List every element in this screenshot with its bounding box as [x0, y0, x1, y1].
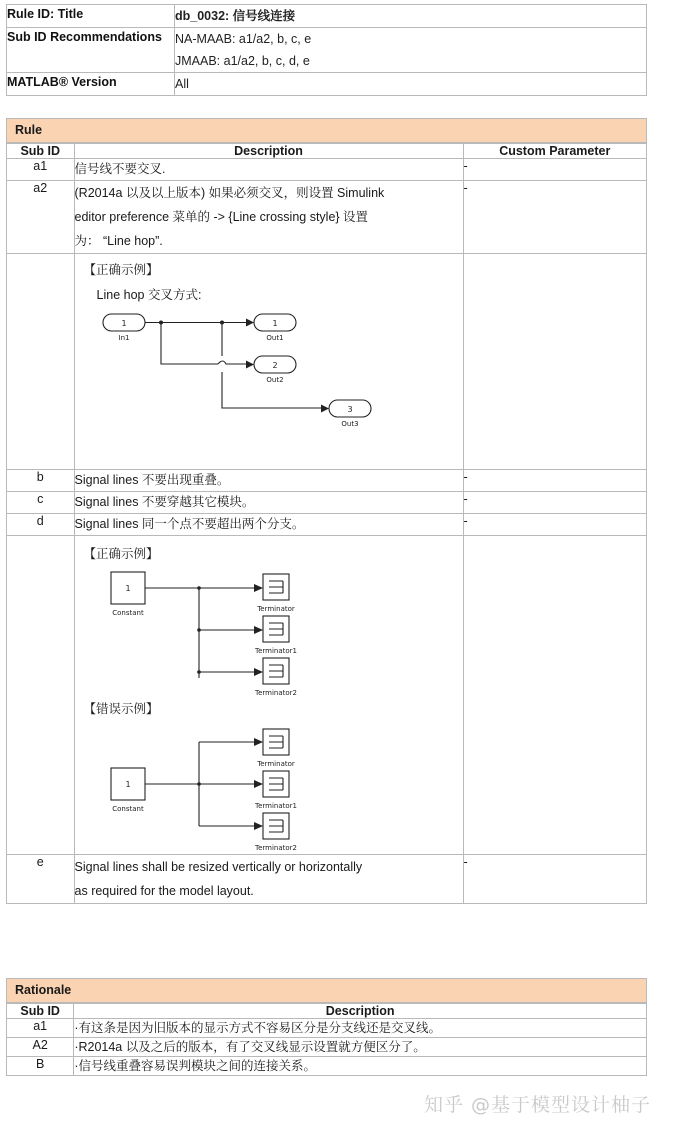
block-in1: [103, 314, 145, 342]
block-terminator-1-label: Terminator1: [254, 802, 297, 810]
figure-caption-linehop: Line hop 交叉方式:: [96, 288, 202, 302]
rule-custom-parameter-d: -: [463, 514, 646, 536]
description-line: (R2014a 以及以上版本) 如果必须交叉，则设置 Simulink: [74, 186, 385, 200]
block-out1-number: 1: [271, 319, 278, 328]
block-out1: [254, 314, 296, 342]
description-line: Signal lines 不要穿越其它模块。: [74, 495, 255, 509]
block-in1-label: In1: [118, 334, 129, 342]
figure-line-hop: [75, 254, 463, 469]
block-out2: [254, 356, 296, 384]
rule-sub-id-a2: a2: [7, 181, 75, 254]
description-line: Signal lines 不要出现重叠。: [74, 473, 230, 487]
meta-value-sub-id-recommendations: [175, 28, 647, 73]
arrowhead-term0: [254, 584, 263, 592]
figure-caption-correct: 【正确示例】: [83, 547, 159, 561]
block-terminator-0: [256, 574, 295, 613]
block-constant-number: 1: [124, 584, 131, 593]
arrowhead-out2: [246, 361, 254, 369]
meta-label-rule-id: Rule ID: Title: [7, 5, 175, 28]
table-row: [7, 1019, 647, 1038]
rationale-description-a1: ·有这条是因为旧版本的显示方式不容易区分是分支线还是交叉线。: [74, 1019, 647, 1038]
meta-value-line-na-maab: NA-MAAB: a1/a2, b, c, e: [175, 32, 312, 46]
block-out3-number: 3: [346, 405, 353, 414]
rationale-description-a2: ·R2014a 以及之后的版本，有了交叉线显示设置就方便区分了。: [74, 1038, 647, 1057]
rule-table: [6, 143, 647, 904]
line-hop-diagram: [81, 309, 467, 439]
rule-metadata-table: [6, 4, 647, 96]
table-row: [7, 1057, 647, 1076]
rule-custom-parameter-b: -: [463, 470, 646, 492]
block-out3: [329, 400, 371, 428]
meta-label-matlab-version: MATLAB® Version: [7, 73, 175, 96]
description-line: editor preference 菜单的 -> {Line crossing style} 设置: [74, 210, 369, 224]
rule-description-a1: [74, 159, 463, 181]
rationale-sub-id-b: B: [7, 1057, 74, 1076]
figure-caption-incorrect: 【错误示例】: [83, 702, 159, 716]
block-out2-number: 2: [271, 361, 278, 370]
wire-branch-to-out2-left: [161, 323, 218, 365]
rationale-column-header-description: Description: [74, 1004, 647, 1019]
junction-dot-single: [197, 782, 201, 786]
block-terminator-2-label: Terminator2: [254, 844, 297, 852]
column-header-description: Description: [74, 144, 463, 159]
block-terminator-0: [256, 729, 295, 768]
rule-description-e: [74, 855, 463, 904]
figure-branch-examples: [75, 536, 463, 854]
table-row: [7, 254, 647, 470]
rule-section-title: Rule: [15, 123, 43, 137]
table-header-row: [7, 1004, 647, 1019]
meta-value-rule-id: [175, 5, 647, 28]
rationale-column-header-sub-id: Sub ID: [7, 1004, 74, 1019]
rule-description-b: [74, 470, 463, 492]
table-header-row: [7, 144, 647, 159]
description-line: Signal lines shall be resized vertically or horizontally: [74, 860, 363, 874]
rule-custom-parameter-a2: -: [463, 181, 646, 254]
rationale-description-b: ·信号线重叠容易误判模块之间的连接关系。: [74, 1057, 647, 1076]
block-constant-label: Constant: [111, 609, 144, 617]
meta-value-line-jmaab: JMAAB: a1/a2, b, c, d, e: [175, 54, 310, 68]
branch-correct-diagram: [89, 568, 419, 697]
rule-sub-id-c: c: [7, 492, 75, 514]
meta-label-line-1: Sub ID: [7, 30, 47, 44]
block-terminator-2-label: Terminator2: [254, 689, 297, 697]
meta-value-line: All: [175, 77, 189, 91]
rationale-sub-id-a2: A2: [7, 1038, 74, 1057]
column-header-sub-id: Sub ID: [7, 144, 75, 159]
rule-section-band: [6, 118, 647, 143]
block-terminator-0-label: Terminator: [256, 605, 295, 613]
block-constant: [111, 768, 145, 813]
wire-linehop-to-out2: [218, 361, 246, 364]
rule-sub-id-d-figure: [7, 536, 75, 855]
table-row: [7, 28, 647, 73]
block-terminator-0-label: Terminator: [256, 760, 295, 768]
block-terminator-1-label: Terminator1: [254, 647, 297, 655]
table-row: [7, 514, 647, 536]
arrowhead-term0: [254, 738, 263, 746]
rule-figure-line-hop-cell: [74, 254, 463, 470]
branch-incorrect-diagram: [89, 724, 419, 852]
table-row: [7, 1038, 647, 1057]
rule-description-d: [74, 514, 463, 536]
rationale-sub-id-a1: a1: [7, 1019, 74, 1038]
rule-figure-branch-cell: [74, 536, 463, 855]
block-constant: [111, 572, 145, 617]
block-out3-label: Out3: [340, 420, 359, 428]
block-constant-number: 1: [124, 780, 131, 789]
block-terminator-1: [254, 771, 297, 810]
table-row: [7, 470, 647, 492]
rule-custom-parameter-a2-figure: [463, 254, 646, 470]
meta-label-line-2: Recommendations: [50, 30, 162, 44]
rule-sub-id-a1: a1: [7, 159, 75, 181]
rule-sub-id-e: e: [7, 855, 75, 904]
rule-sub-id-a2-figure: [7, 254, 75, 470]
junction-dot-2: [197, 628, 201, 632]
table-row: [7, 159, 647, 181]
rule-custom-parameter-d-figure: [463, 536, 646, 855]
description-line: Signal lines 同一个点不要超出两个分支。: [74, 517, 305, 531]
rule-custom-parameter-e: -: [463, 855, 646, 904]
arrowhead-term1: [254, 626, 263, 634]
watermark-text: 知乎 @基于模型设计柚子: [424, 1094, 652, 1116]
arrowhead-out3: [321, 405, 329, 413]
description-line: 为： “Line hop”.: [74, 234, 163, 248]
table-row: [7, 492, 647, 514]
table-row: [7, 855, 647, 904]
meta-value-matlab-version: [175, 73, 647, 96]
block-constant-label: Constant: [111, 805, 144, 813]
rationale-section-title: Rationale: [15, 983, 72, 997]
arrowhead-term1: [254, 780, 263, 788]
table-row: [7, 5, 647, 28]
meta-value-line: db_0032: 信号线连接: [175, 9, 296, 23]
table-row: [7, 536, 647, 855]
table-row: [7, 73, 647, 96]
junction-dot-3: [197, 670, 201, 674]
rationale-section-band: [6, 978, 647, 1003]
arrowhead-out1: [246, 319, 254, 327]
rule-description-a2: [74, 181, 463, 254]
rule-custom-parameter-a1: -: [463, 159, 646, 181]
arrowhead-term2: [254, 822, 263, 830]
rule-sub-id-d: d: [7, 514, 75, 536]
description-line: as required for the model layout.: [74, 884, 254, 898]
rule-sub-id-b: b: [7, 470, 75, 492]
block-in1-number: 1: [120, 319, 127, 328]
figure-caption-correct: 【正确示例】: [83, 263, 159, 277]
column-header-custom-parameter: Custom Parameter: [463, 144, 646, 159]
block-out1-label: Out1: [265, 334, 284, 342]
rationale-table: [6, 1003, 647, 1076]
rule-description-c: [74, 492, 463, 514]
meta-label-sub-id-recommendations: [7, 28, 175, 73]
table-row: [7, 181, 647, 254]
rule-custom-parameter-c: -: [463, 492, 646, 514]
arrowhead-term2: [254, 668, 263, 676]
block-terminator-1: [254, 616, 297, 655]
description-line: 信号线不要交叉.: [74, 162, 166, 176]
block-terminator-2: [254, 658, 297, 697]
junction-dot-2: [220, 321, 224, 325]
junction-dot-1: [159, 321, 163, 325]
block-terminator-2: [254, 813, 297, 852]
junction-dot-1: [197, 586, 201, 590]
block-out2-label: Out2: [265, 376, 284, 384]
